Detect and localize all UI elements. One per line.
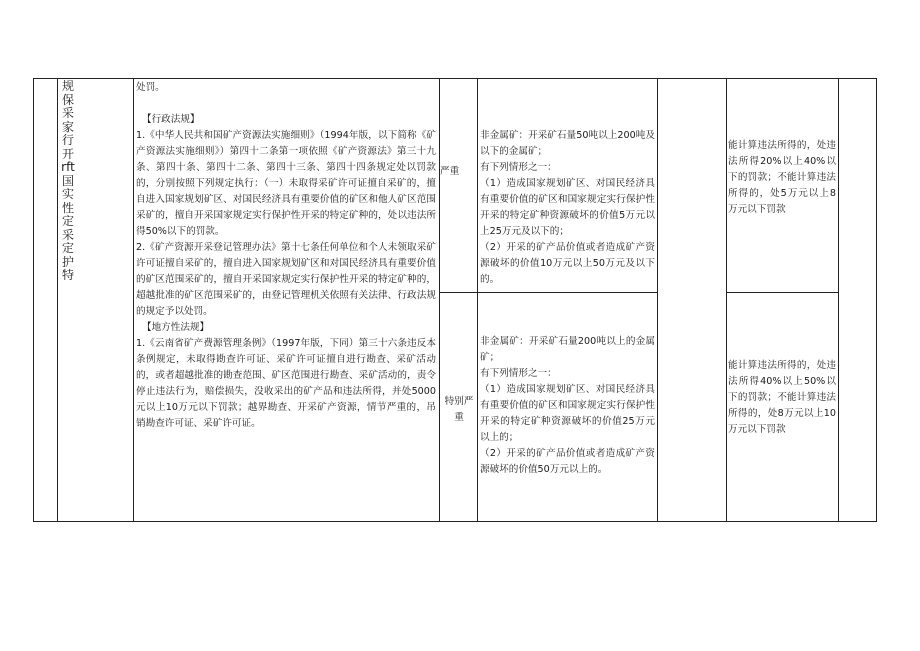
violation-category-label: 规保采家行开rft国实性定采定护特 xyxy=(61,79,75,282)
column-border xyxy=(838,78,839,522)
column-border xyxy=(876,78,877,522)
column-border xyxy=(726,78,727,522)
local-regulation-item: 1.《云南省矿产费源管理条例》（1997年版，下同）第三十六条违反本条例规定，未取得勘查许可证、采矿许可证擅自进行勘查、采矿活动的，或者超越批准的勘查范围、矿区范围进行勘查、采矿活动的，责令停止违法行为，赔偿损失，没收采出的矿产品和违法所得，并处5000元以上10万元以下罚款；越界勘查、开采矿产资源，情节严重的，吊销勘查许可证、采矿许可证。 xyxy=(136,338,436,429)
column-border xyxy=(133,78,134,522)
column-border xyxy=(477,78,478,522)
circumstance-line: 非金属矿：开采矿石量50吨以上200吨及以下的金属矿； xyxy=(480,130,655,157)
circumstance-cell xyxy=(480,128,655,290)
circumstance-line: （1）造成国家规划矿区、对国民经济具有重要价值的矿区和国家规定实行保护性开采的特定矿种资源破坏的价值25万元以上的； xyxy=(480,384,655,443)
column-border xyxy=(57,78,58,522)
circumstance-line: 非金属矿：开采矿石量200吨以上的金属矿； xyxy=(480,336,655,363)
local-regulations-header: 【地方性法规】 xyxy=(142,322,210,333)
circumstance-line: （1）造成国家规划矿区、对国民经济具有重要价值的矿区和国家规定实行保护性开采的特定矿种资源破坏的价值5万元以上25万元及以下的； xyxy=(480,178,655,237)
circumstance-cell xyxy=(480,334,655,514)
circumstance-line: 有下列情形之一： xyxy=(480,162,557,173)
penalty-cell: 能计算违法所得的，处违法所得20%以上40%以下的罚款；不能计算违法所得的，处5万元以上8万元以下罚款 xyxy=(728,140,836,215)
admin-regulations-header: 【行政法规】 xyxy=(142,114,200,125)
column-border xyxy=(439,78,440,522)
admin-regulation-item: 1.《中华人民共和国矿产资源法实施细则》（1994年版，以下简称《矿产资源法实施细则》）第四十二条第一项依照《矿产资源法》第三十九条、第四十条、第四十二条、第四十三条、第四十四条规定处以罚款的，分别按照下列规定执行：（一）未取得采矿许可证擅自采矿的，擅自进入国家规划矿区、对国民经济具有重要价值的矿区和他人矿区范围采矿的，擅自开采国家规定实行保护性开采的特定矿种的，处以违法所得50%以下的罚款。 xyxy=(136,130,436,237)
penalty-cell: 能计算违法所得的，处违法所得40%以上50%以下的罚款；不能计算违法所得的，处8万元以上10万元以下罚款 xyxy=(728,360,836,435)
severity-label: 特别严重 xyxy=(444,396,474,423)
row-divider xyxy=(439,292,657,293)
circumstance-line: （2）开采的矿产品价值或者造成矿产资源破坏的价值50万元以上的。 xyxy=(480,448,655,475)
severity-label: 严重 xyxy=(440,166,460,177)
circumstance-line: （2）开采的矿产品价值或者造成矿产资源破坏的价值10万元以上50万元及以下的。 xyxy=(480,242,655,285)
legal-basis-lead: 处罚。 xyxy=(136,82,165,93)
legal-basis-cell xyxy=(136,80,436,520)
table-top-border xyxy=(33,78,877,79)
table-bottom-border xyxy=(33,521,877,522)
admin-regulation-item: 2.《矿产资源开采登记管理办法》第十七条任何单位和个人未领取采矿许可证擅自采矿的，擅自进入国家规划矿区和对国民经济具有重要价值的矿区范围采矿的，擅自开采国家规定实行保护性开采的特定矿种的，超越批准的矿区范围采矿的，由登记管理机关依照有关法律、行政法规的规定予以处罚。 xyxy=(136,242,436,317)
column-border xyxy=(33,78,34,522)
column-border xyxy=(657,78,658,522)
circumstance-line: 有下列情形之一： xyxy=(480,368,557,379)
row-divider xyxy=(726,292,838,293)
